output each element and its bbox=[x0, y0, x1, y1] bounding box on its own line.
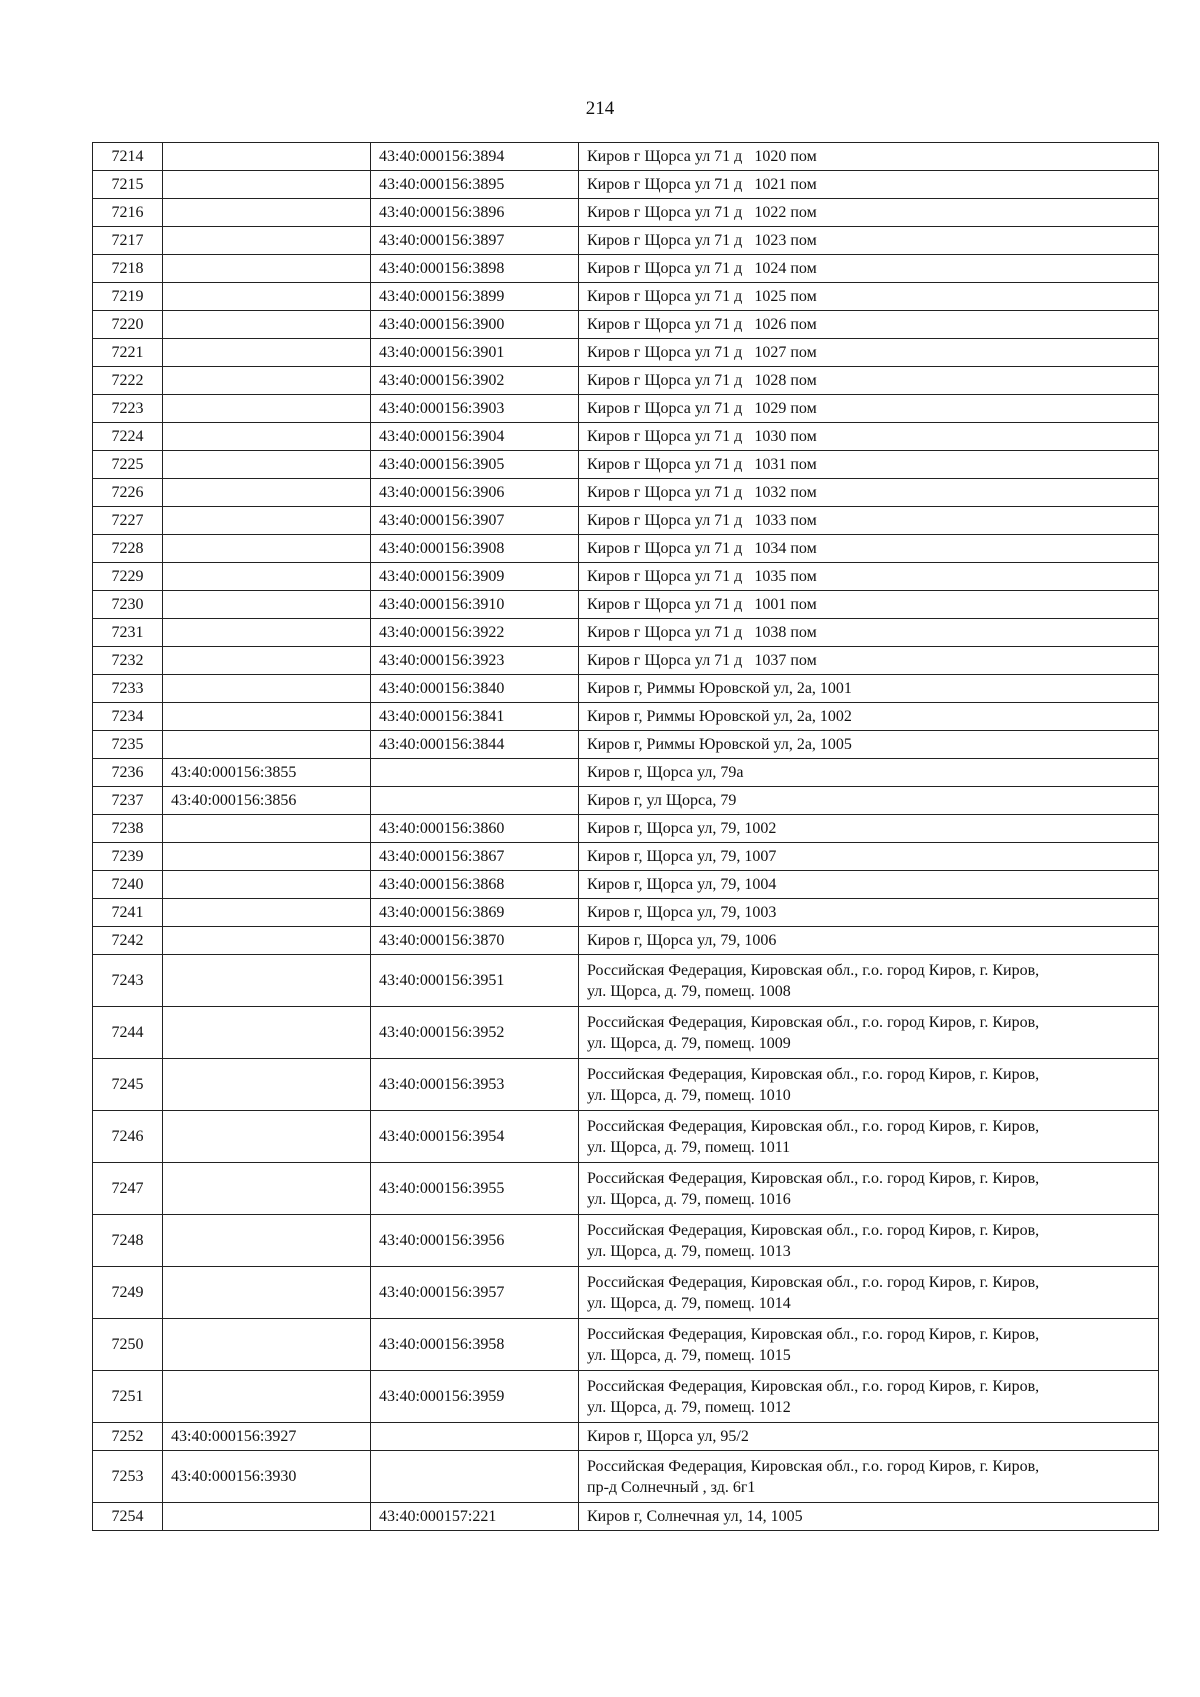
land-cadastral-number-cell bbox=[163, 367, 371, 395]
registry-table-body bbox=[93, 143, 1159, 1531]
object-cadastral-number-cell: 43:40:000156:3900 bbox=[371, 311, 579, 339]
row-number-cell: 7224 bbox=[93, 423, 163, 451]
row-number-cell: 7231 bbox=[93, 619, 163, 647]
table-row bbox=[93, 395, 1159, 423]
address-cell bbox=[579, 787, 1159, 815]
land-cadastral-number-cell bbox=[163, 563, 371, 591]
land-cadastral-number-cell bbox=[163, 227, 371, 255]
row-number-cell: 7221 bbox=[93, 339, 163, 367]
address-line: Российская Федерация, Кировская обл., г.о. город Киров, г. Киров, bbox=[587, 1457, 1040, 1475]
object-cadastral-number-cell bbox=[371, 759, 579, 787]
land-cadastral-number-cell bbox=[163, 843, 371, 871]
address-line-2: ул. Щорса, д. 79, помещ. 1009 bbox=[587, 1034, 791, 1052]
object-cadastral-number-cell: 43:40:000156:3952 bbox=[371, 1007, 579, 1059]
row-number-cell: 7245 bbox=[93, 1059, 163, 1111]
object-cadastral-number-cell: 43:40:000156:3869 bbox=[371, 899, 579, 927]
address-line-2: ул. Щорса, д. 79, помещ. 1012 bbox=[587, 1398, 791, 1416]
row-number-cell: 7242 bbox=[93, 927, 163, 955]
land-cadastral-number-cell bbox=[163, 507, 371, 535]
object-cadastral-number-cell: 43:40:000156:3897 bbox=[371, 227, 579, 255]
row-number-cell: 7218 bbox=[93, 255, 163, 283]
address-line: Киров г Щорса ул 71 д 1033 пом bbox=[587, 512, 817, 529]
address-cell bbox=[579, 255, 1159, 283]
address-line: Российская Федерация, Кировская обл., г.о. город Киров, г. Киров, bbox=[587, 1117, 1040, 1135]
land-cadastral-number-cell bbox=[163, 283, 371, 311]
address-line: Киров г Щорса ул 71 д 1022 пом bbox=[587, 204, 817, 221]
row-number-cell: 7237 bbox=[93, 787, 163, 815]
table-row bbox=[93, 479, 1159, 507]
address-cell bbox=[579, 227, 1159, 255]
address-cell bbox=[579, 1451, 1159, 1503]
address-cell bbox=[579, 591, 1159, 619]
address-cell bbox=[579, 395, 1159, 423]
object-cadastral-number-cell: 43:40:000156:3955 bbox=[371, 1163, 579, 1215]
land-cadastral-number-cell bbox=[163, 955, 371, 1007]
table-row bbox=[93, 563, 1159, 591]
address-cell bbox=[579, 1111, 1159, 1163]
table-row bbox=[93, 1111, 1159, 1163]
land-cadastral-number-cell: 43:40:000156:3930 bbox=[163, 1451, 371, 1503]
row-number-cell: 7251 bbox=[93, 1371, 163, 1423]
address-line: Киров г Щорса ул 71 д 1027 пом bbox=[587, 344, 817, 361]
row-number-cell: 7239 bbox=[93, 843, 163, 871]
address-cell bbox=[579, 731, 1159, 759]
land-cadastral-number-cell bbox=[163, 255, 371, 283]
table-row bbox=[93, 311, 1159, 339]
object-cadastral-number-cell: 43:40:000156:3844 bbox=[371, 731, 579, 759]
row-number-cell: 7248 bbox=[93, 1215, 163, 1267]
address-cell bbox=[579, 675, 1159, 703]
address-cell bbox=[579, 927, 1159, 955]
object-cadastral-number-cell: 43:40:000156:3899 bbox=[371, 283, 579, 311]
page-number: 214 bbox=[585, 98, 615, 119]
table-row bbox=[93, 227, 1159, 255]
row-number-cell: 7241 bbox=[93, 899, 163, 927]
object-cadastral-number-cell: 43:40:000156:3905 bbox=[371, 451, 579, 479]
table-row bbox=[93, 1267, 1159, 1319]
object-cadastral-number-cell: 43:40:000156:3870 bbox=[371, 927, 579, 955]
address-line: Киров г, Солнечная ул, 14, 1005 bbox=[587, 1508, 803, 1525]
address-cell bbox=[579, 703, 1159, 731]
address-line: Киров г Щорса ул 71 д 1021 пом bbox=[587, 176, 817, 193]
land-cadastral-number-cell bbox=[163, 591, 371, 619]
table-row bbox=[93, 255, 1159, 283]
row-number-cell: 7220 bbox=[93, 311, 163, 339]
address-line: Киров г, Щорса ул, 79, 1007 bbox=[587, 848, 777, 865]
table-row bbox=[93, 927, 1159, 955]
object-cadastral-number-cell: 43:40:000156:3898 bbox=[371, 255, 579, 283]
address-cell bbox=[579, 367, 1159, 395]
object-cadastral-number-cell: 43:40:000156:3910 bbox=[371, 591, 579, 619]
address-line: Киров г, Щорса ул, 79а bbox=[587, 764, 744, 781]
object-cadastral-number-cell: 43:40:000157:221 bbox=[371, 1503, 579, 1531]
address-cell bbox=[579, 1267, 1159, 1319]
table-row bbox=[93, 339, 1159, 367]
address-line: Российская Федерация, Кировская обл., г.о. город Киров, г. Киров, bbox=[587, 1013, 1040, 1031]
address-line: Киров г Щорса ул 71 д 1024 пом bbox=[587, 260, 817, 277]
address-line-2: пр-д Солнечный , зд. 6г1 bbox=[587, 1478, 756, 1496]
land-cadastral-number-cell bbox=[163, 535, 371, 563]
table-row bbox=[93, 759, 1159, 787]
row-number-cell: 7246 bbox=[93, 1111, 163, 1163]
object-cadastral-number-cell: 43:40:000156:3908 bbox=[371, 535, 579, 563]
table-row bbox=[93, 171, 1159, 199]
table-row bbox=[93, 507, 1159, 535]
table-row bbox=[93, 815, 1159, 843]
row-number-cell: 7214 bbox=[93, 143, 163, 171]
address-line: Российская Федерация, Кировская обл., г.о. город Киров, г. Киров, bbox=[587, 1065, 1040, 1083]
table-row bbox=[93, 675, 1159, 703]
address-cell bbox=[579, 1503, 1159, 1531]
land-cadastral-number-cell bbox=[163, 1059, 371, 1111]
address-cell bbox=[579, 479, 1159, 507]
table-row bbox=[93, 871, 1159, 899]
row-number-cell: 7222 bbox=[93, 367, 163, 395]
object-cadastral-number-cell: 43:40:000156:3906 bbox=[371, 479, 579, 507]
table-row bbox=[93, 143, 1159, 171]
land-cadastral-number-cell: 43:40:000156:3927 bbox=[163, 1423, 371, 1451]
land-cadastral-number-cell bbox=[163, 1267, 371, 1319]
address-line: Киров г, Риммы Юровской ул, 2а, 1005 bbox=[587, 736, 852, 753]
address-line: Киров г Щорса ул 71 д 1035 пом bbox=[587, 568, 817, 585]
object-cadastral-number-cell: 43:40:000156:3904 bbox=[371, 423, 579, 451]
row-number-cell: 7235 bbox=[93, 731, 163, 759]
address-cell bbox=[579, 199, 1159, 227]
address-line: Российская Федерация, Кировская обл., г.о. город Киров, г. Киров, bbox=[587, 1325, 1040, 1343]
object-cadastral-number-cell bbox=[371, 1451, 579, 1503]
address-line: Киров г Щорса ул 71 д 1037 пом bbox=[587, 652, 817, 669]
object-cadastral-number-cell: 43:40:000156:3868 bbox=[371, 871, 579, 899]
address-line: Киров г, Щорса ул, 95/2 bbox=[587, 1428, 749, 1445]
land-cadastral-number-cell bbox=[163, 1371, 371, 1423]
table-row bbox=[93, 1163, 1159, 1215]
row-number-cell: 7250 bbox=[93, 1319, 163, 1371]
address-cell bbox=[579, 843, 1159, 871]
table-row bbox=[93, 367, 1159, 395]
address-line: Российская Федерация, Кировская обл., г.о. город Киров, г. Киров, bbox=[587, 1377, 1040, 1395]
row-number-cell: 7226 bbox=[93, 479, 163, 507]
address-cell bbox=[579, 955, 1159, 1007]
object-cadastral-number-cell: 43:40:000156:3902 bbox=[371, 367, 579, 395]
table-row bbox=[93, 283, 1159, 311]
object-cadastral-number-cell: 43:40:000156:3923 bbox=[371, 647, 579, 675]
object-cadastral-number-cell: 43:40:000156:3840 bbox=[371, 675, 579, 703]
object-cadastral-number-cell: 43:40:000156:3901 bbox=[371, 339, 579, 367]
address-line: Киров г, Щорса ул, 79, 1006 bbox=[587, 932, 777, 949]
object-cadastral-number-cell: 43:40:000156:3909 bbox=[371, 563, 579, 591]
table-row bbox=[93, 1007, 1159, 1059]
address-cell bbox=[579, 283, 1159, 311]
row-number-cell: 7228 bbox=[93, 535, 163, 563]
land-cadastral-number-cell bbox=[163, 731, 371, 759]
address-cell bbox=[579, 1215, 1159, 1267]
table-row bbox=[93, 1503, 1159, 1531]
address-cell bbox=[579, 563, 1159, 591]
row-number-cell: 7225 bbox=[93, 451, 163, 479]
address-line-2: ул. Щорса, д. 79, помещ. 1008 bbox=[587, 982, 791, 1000]
land-cadastral-number-cell bbox=[163, 171, 371, 199]
address-cell bbox=[579, 1423, 1159, 1451]
object-cadastral-number-cell: 43:40:000156:3956 bbox=[371, 1215, 579, 1267]
address-line: Киров г, Щорса ул, 79, 1002 bbox=[587, 820, 777, 837]
row-number-cell: 7217 bbox=[93, 227, 163, 255]
address-cell bbox=[579, 423, 1159, 451]
address-line: Российская Федерация, Кировская обл., г.о. город Киров, г. Киров, bbox=[587, 1221, 1040, 1239]
table-row bbox=[93, 899, 1159, 927]
address-line: Киров г Щорса ул 71 д 1034 пом bbox=[587, 540, 817, 557]
address-line: Российская Федерация, Кировская обл., г.о. город Киров, г. Киров, bbox=[587, 1273, 1040, 1291]
address-cell bbox=[579, 535, 1159, 563]
land-cadastral-number-cell bbox=[163, 1111, 371, 1163]
land-cadastral-number-cell bbox=[163, 199, 371, 227]
row-number-cell: 7244 bbox=[93, 1007, 163, 1059]
address-line-2: ул. Щорса, д. 79, помещ. 1011 bbox=[587, 1138, 791, 1156]
table-row bbox=[93, 955, 1159, 1007]
table-row bbox=[93, 1059, 1159, 1111]
table-row bbox=[93, 647, 1159, 675]
address-cell bbox=[579, 339, 1159, 367]
address-line: Киров г, Щорса ул, 79, 1004 bbox=[587, 876, 777, 893]
address-line: Киров г Щорса ул 71 д 1031 пом bbox=[587, 456, 817, 473]
address-line: Киров г Щорса ул 71 д 1020 пом bbox=[587, 148, 817, 165]
address-cell bbox=[579, 1319, 1159, 1371]
land-cadastral-number-cell bbox=[163, 899, 371, 927]
object-cadastral-number-cell bbox=[371, 1423, 579, 1451]
row-number-cell: 7238 bbox=[93, 815, 163, 843]
land-cadastral-number-cell bbox=[163, 619, 371, 647]
object-cadastral-number-cell: 43:40:000156:3951 bbox=[371, 955, 579, 1007]
address-line: Российская Федерация, Кировская обл., г.о. город Киров, г. Киров, bbox=[587, 1169, 1040, 1187]
address-cell bbox=[579, 507, 1159, 535]
address-line: Киров г, Риммы Юровской ул, 2а, 1001 bbox=[587, 680, 852, 697]
address-line: Киров г Щорса ул 71 д 1028 пом bbox=[587, 372, 817, 389]
table-row bbox=[93, 199, 1159, 227]
table-row bbox=[93, 843, 1159, 871]
land-cadastral-number-cell bbox=[163, 311, 371, 339]
table-row bbox=[93, 591, 1159, 619]
object-cadastral-number-cell: 43:40:000156:3922 bbox=[371, 619, 579, 647]
row-number-cell: 7243 bbox=[93, 955, 163, 1007]
address-cell bbox=[579, 1059, 1159, 1111]
address-cell bbox=[579, 143, 1159, 171]
address-line: Киров г Щорса ул 71 д 1023 пом bbox=[587, 232, 817, 249]
land-cadastral-number-cell bbox=[163, 339, 371, 367]
row-number-cell: 7253 bbox=[93, 1451, 163, 1503]
land-cadastral-number-cell bbox=[163, 675, 371, 703]
object-cadastral-number-cell: 43:40:000156:3958 bbox=[371, 1319, 579, 1371]
land-cadastral-number-cell bbox=[163, 1215, 371, 1267]
row-number-cell: 7229 bbox=[93, 563, 163, 591]
row-number-cell: 7223 bbox=[93, 395, 163, 423]
table-row bbox=[93, 1371, 1159, 1423]
address-cell bbox=[579, 871, 1159, 899]
object-cadastral-number-cell: 43:40:000156:3860 bbox=[371, 815, 579, 843]
land-cadastral-number-cell bbox=[163, 451, 371, 479]
land-cadastral-number-cell: 43:40:000156:3856 bbox=[163, 787, 371, 815]
address-cell bbox=[579, 1163, 1159, 1215]
row-number-cell: 7252 bbox=[93, 1423, 163, 1451]
land-cadastral-number-cell bbox=[163, 1503, 371, 1531]
address-cell bbox=[579, 899, 1159, 927]
object-cadastral-number-cell: 43:40:000156:3959 bbox=[371, 1371, 579, 1423]
object-cadastral-number-cell: 43:40:000156:3895 bbox=[371, 171, 579, 199]
table-row bbox=[93, 787, 1159, 815]
land-cadastral-number-cell bbox=[163, 815, 371, 843]
address-line: Киров г Щорса ул 71 д 1029 пом bbox=[587, 400, 817, 417]
address-line: Российская Федерация, Кировская обл., г.о. город Киров, г. Киров, bbox=[587, 961, 1040, 979]
address-cell bbox=[579, 451, 1159, 479]
address-line: Киров г Щорса ул 71 д 1032 пом bbox=[587, 484, 817, 501]
address-cell bbox=[579, 619, 1159, 647]
land-cadastral-number-cell bbox=[163, 423, 371, 451]
land-cadastral-number-cell: 43:40:000156:3855 bbox=[163, 759, 371, 787]
row-number-cell: 7249 bbox=[93, 1267, 163, 1319]
row-number-cell: 7216 bbox=[93, 199, 163, 227]
table-row bbox=[93, 1451, 1159, 1503]
object-cadastral-number-cell: 43:40:000156:3867 bbox=[371, 843, 579, 871]
table-row bbox=[93, 1319, 1159, 1371]
address-cell bbox=[579, 759, 1159, 787]
object-cadastral-number-cell: 43:40:000156:3841 bbox=[371, 703, 579, 731]
address-cell bbox=[579, 815, 1159, 843]
object-cadastral-number-cell: 43:40:000156:3953 bbox=[371, 1059, 579, 1111]
object-cadastral-number-cell: 43:40:000156:3954 bbox=[371, 1111, 579, 1163]
address-cell bbox=[579, 311, 1159, 339]
address-line: Киров г, Щорса ул, 79, 1003 bbox=[587, 904, 777, 921]
object-cadastral-number-cell: 43:40:000156:3903 bbox=[371, 395, 579, 423]
object-cadastral-number-cell: 43:40:000156:3896 bbox=[371, 199, 579, 227]
land-cadastral-number-cell bbox=[163, 395, 371, 423]
table-row bbox=[93, 451, 1159, 479]
land-cadastral-number-cell bbox=[163, 143, 371, 171]
object-cadastral-number-cell: 43:40:000156:3894 bbox=[371, 143, 579, 171]
table-row bbox=[93, 423, 1159, 451]
table-row bbox=[93, 535, 1159, 563]
address-line-2: ул. Щорса, д. 79, помещ. 1016 bbox=[587, 1190, 791, 1208]
object-cadastral-number-cell: 43:40:000156:3957 bbox=[371, 1267, 579, 1319]
address-cell bbox=[579, 647, 1159, 675]
row-number-cell: 7215 bbox=[93, 171, 163, 199]
table-row bbox=[93, 1423, 1159, 1451]
row-number-cell: 7227 bbox=[93, 507, 163, 535]
land-cadastral-number-cell bbox=[163, 703, 371, 731]
row-number-cell: 7219 bbox=[93, 283, 163, 311]
land-cadastral-number-cell bbox=[163, 1163, 371, 1215]
table-row bbox=[93, 619, 1159, 647]
land-cadastral-number-cell bbox=[163, 1007, 371, 1059]
row-number-cell: 7234 bbox=[93, 703, 163, 731]
address-line-2: ул. Щорса, д. 79, помещ. 1014 bbox=[587, 1294, 791, 1312]
address-line-2: ул. Щорса, д. 79, помещ. 1013 bbox=[587, 1242, 791, 1260]
address-cell bbox=[579, 1007, 1159, 1059]
address-line: Киров г, ул Щорса, 79 bbox=[587, 792, 737, 809]
row-number-cell: 7232 bbox=[93, 647, 163, 675]
row-number-cell: 7233 bbox=[93, 675, 163, 703]
address-line: Киров г Щорса ул 71 д 1026 пом bbox=[587, 316, 817, 333]
object-cadastral-number-cell bbox=[371, 787, 579, 815]
row-number-cell: 7236 bbox=[93, 759, 163, 787]
registry-table bbox=[92, 142, 1159, 1531]
land-cadastral-number-cell bbox=[163, 927, 371, 955]
address-cell bbox=[579, 171, 1159, 199]
land-cadastral-number-cell bbox=[163, 479, 371, 507]
row-number-cell: 7247 bbox=[93, 1163, 163, 1215]
land-cadastral-number-cell bbox=[163, 1319, 371, 1371]
land-cadastral-number-cell bbox=[163, 647, 371, 675]
table-row bbox=[93, 1215, 1159, 1267]
address-line-2: ул. Щорса, д. 79, помещ. 1015 bbox=[587, 1346, 791, 1364]
table-row bbox=[93, 731, 1159, 759]
address-line-2: ул. Щорса, д. 79, помещ. 1010 bbox=[587, 1086, 791, 1104]
address-cell bbox=[579, 1371, 1159, 1423]
address-line: Киров г Щорса ул 71 д 1030 пом bbox=[587, 428, 817, 445]
address-line: Киров г Щорса ул 71 д 1025 пом bbox=[587, 288, 817, 305]
table-row bbox=[93, 703, 1159, 731]
address-line: Киров г, Риммы Юровской ул, 2а, 1002 bbox=[587, 708, 852, 725]
row-number-cell: 7254 bbox=[93, 1503, 163, 1531]
address-line: Киров г Щорса ул 71 д 1001 пом bbox=[587, 596, 817, 613]
row-number-cell: 7230 bbox=[93, 591, 163, 619]
address-line: Киров г Щорса ул 71 д 1038 пом bbox=[587, 624, 817, 641]
object-cadastral-number-cell: 43:40:000156:3907 bbox=[371, 507, 579, 535]
land-cadastral-number-cell bbox=[163, 871, 371, 899]
row-number-cell: 7240 bbox=[93, 871, 163, 899]
